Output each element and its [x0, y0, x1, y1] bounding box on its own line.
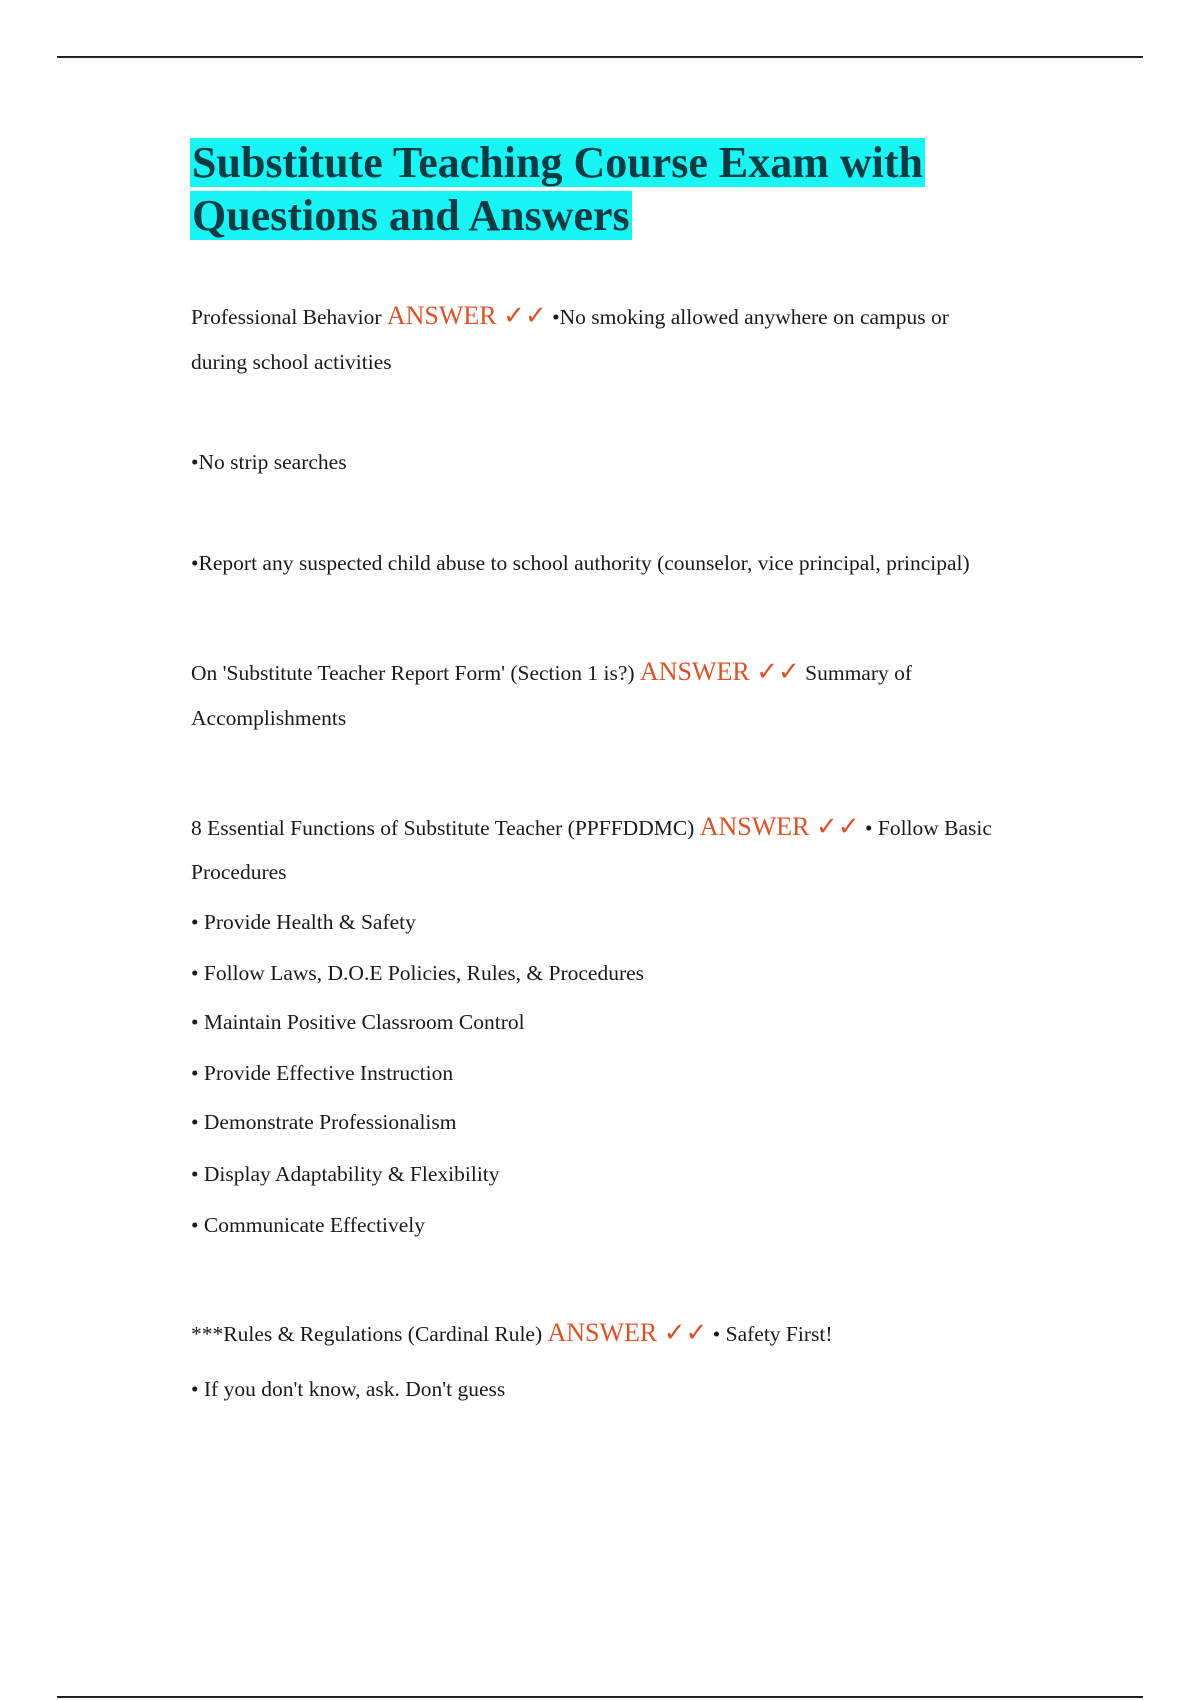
qa-4-answer-marker: ANSWER ✓✓	[547, 1318, 708, 1347]
qa-1-line-1	[191, 293, 949, 340]
document-title	[190, 136, 1090, 242]
qa-3-line-1	[191, 804, 992, 851]
qa-3-extra-7: • Communicate Effectively	[191, 1213, 426, 1237]
bottom-rule	[57, 1696, 1143, 1698]
qa-2-question: On 'Substitute Teacher Report Form' (Section 1 is?)	[191, 661, 635, 685]
qa-3-question: 8 Essential Functions of Substitute Teacher (PPFFDDMC)	[191, 816, 695, 840]
qa-3-answer-marker: ANSWER ✓✓	[699, 812, 860, 841]
qa-3-extra-2: • Follow Laws, D.O.E Policies, Rules, & Procedures	[191, 961, 645, 985]
qa-4-extra-1: • If you don't know, ask. Don't guess	[191, 1377, 506, 1401]
qa-2-line-2: Accomplishments	[191, 706, 347, 730]
qa-3-extra-4: • Provide Effective Instruction	[191, 1061, 454, 1085]
title-line-1: Substitute Teaching Course Exam with	[192, 138, 924, 187]
qa-1-answer-marker: ANSWER ✓✓	[386, 301, 547, 330]
qa-4-answer: • Safety First!	[712, 1322, 833, 1346]
qa-1-question: Professional Behavior	[191, 305, 382, 329]
qa-3-extra-3: • Maintain Positive Classroom Control	[191, 1010, 525, 1034]
qa-1-extra-2: •Report any suspected child abuse to school authority (counselor, vice principal, principal)	[191, 551, 970, 575]
qa-4-line-1	[191, 1310, 833, 1357]
title-line-2: Questions and Answers	[192, 191, 630, 240]
qa-1-answer: •No smoking allowed anywhere on campus or	[552, 305, 949, 329]
qa-1-extra-1: •No strip searches	[191, 450, 347, 474]
qa-2-line-1	[191, 649, 912, 696]
qa-3-line-2: Procedures	[191, 860, 287, 884]
qa-2-answer: Summary of	[805, 661, 913, 685]
qa-3-answer: • Follow Basic	[864, 816, 992, 840]
qa-2-answer-marker: ANSWER ✓✓	[639, 657, 800, 686]
qa-3-extra-6: • Display Adaptability & Flexibility	[191, 1162, 500, 1186]
qa-3-extra-1: • Provide Health & Safety	[191, 910, 416, 934]
top-rule	[57, 56, 1143, 58]
qa-1-line-2: during school activities	[191, 350, 392, 374]
qa-3-extra-5: • Demonstrate Professionalism	[191, 1110, 457, 1134]
qa-4-question: ***Rules & Regulations (Cardinal Rule)	[191, 1322, 543, 1346]
